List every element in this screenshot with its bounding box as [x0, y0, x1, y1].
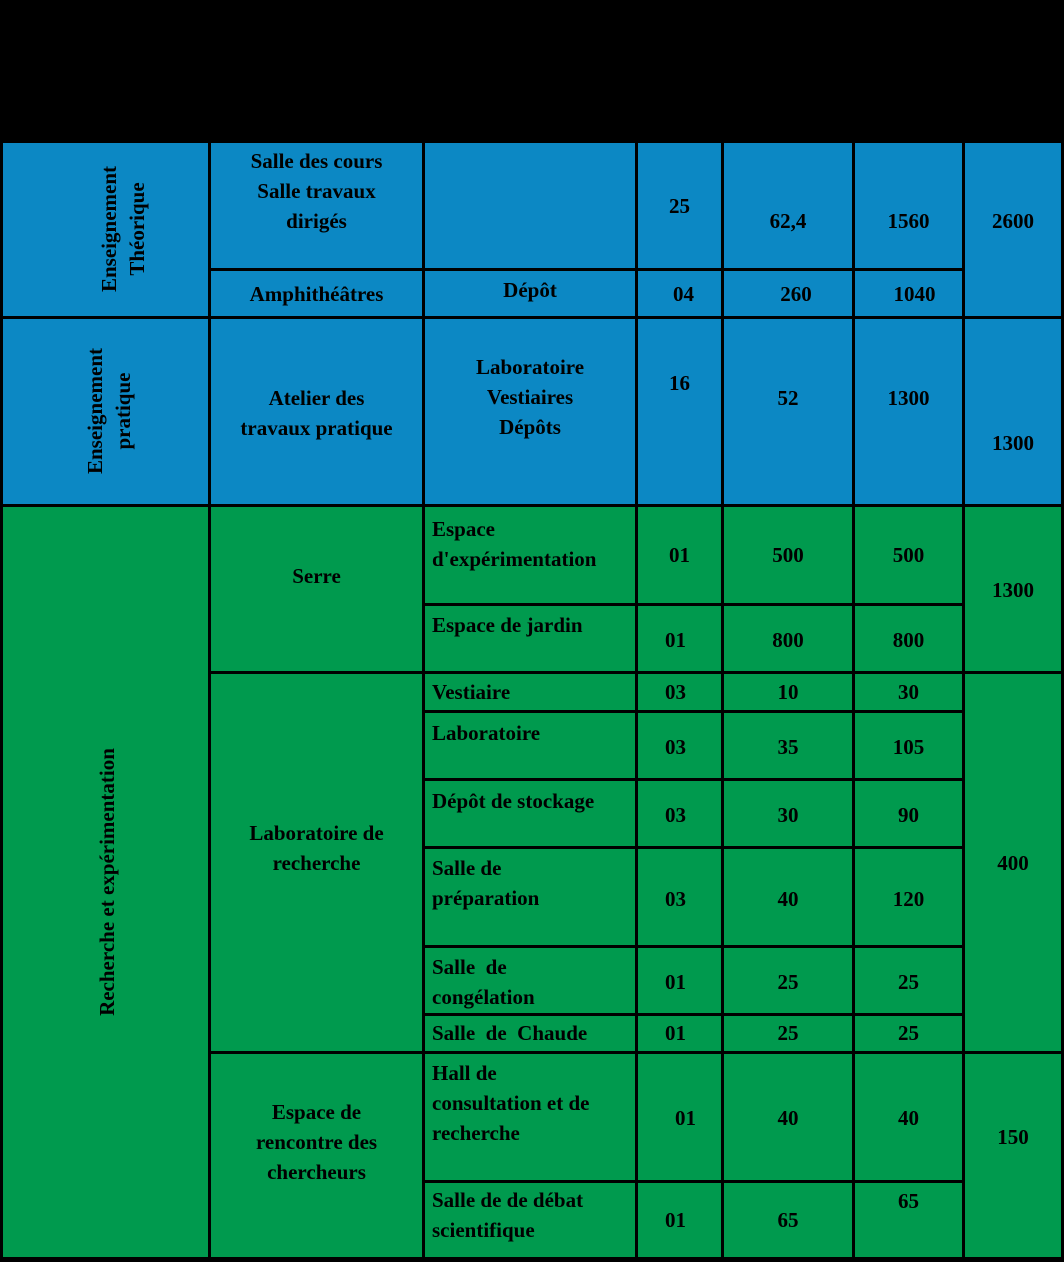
serre-space: Espace de jardin — [432, 613, 583, 637]
rencontre-unit-area: 40 — [777, 1106, 799, 1130]
category-label-pratique: Enseignement pratique — [83, 348, 135, 474]
labo-space-cell — [425, 713, 635, 778]
labo-unit-area: 25 — [777, 1021, 799, 1045]
space-cell-salle-cours — [211, 143, 422, 268]
serre-space-cell — [425, 507, 635, 603]
labo-unit-area-cell — [724, 849, 852, 945]
serre-area: 500 — [892, 543, 925, 567]
labo-area: 25 — [898, 1021, 919, 1045]
area-salle-cours: 1560 — [887, 209, 930, 233]
rencontre-area: 40 — [898, 1106, 919, 1130]
labo-area-cell — [855, 674, 962, 710]
labo-space-cell — [425, 674, 635, 710]
total-cell-rencontre — [965, 1054, 1061, 1257]
unit-area-cell-salle-cours — [724, 143, 852, 268]
labo-area-cell — [855, 713, 962, 778]
serre-unit-area-cell — [724, 606, 852, 671]
labo-area: 25 — [898, 970, 919, 994]
group-label-serre: Serre — [292, 564, 341, 588]
labo-qty: 03 — [665, 735, 686, 759]
group-label-labo: Laboratoire de recherche — [249, 821, 384, 875]
rencontre-unit-area-cell — [724, 1183, 852, 1257]
labo-space-cell — [425, 1016, 635, 1051]
qty-cell-pratique — [638, 319, 721, 504]
labo-space: Salle de préparation — [432, 856, 540, 910]
serre-space-cell — [425, 606, 635, 671]
labo-space: Salle de Chaude — [432, 1021, 588, 1045]
rencontre-area-cell — [855, 1054, 962, 1180]
labo-space: Salle de congélation — [432, 955, 535, 1009]
group-cell-labo — [211, 674, 422, 1051]
qty-cell-salle-cours — [638, 143, 721, 268]
labo-unit-area-cell — [724, 674, 852, 710]
space-label-salle-cours: Salle des cours Salle travaux dirigés — [250, 149, 383, 233]
labo-area-cell — [855, 1016, 962, 1051]
space-label-atelier: Atelier des travaux pratique — [240, 386, 393, 440]
rencontre-qty-cell — [638, 1054, 721, 1180]
serre-unit-area: 500 — [772, 543, 804, 567]
annex-cell-pratique — [425, 319, 635, 504]
labo-area: 30 — [898, 680, 919, 704]
total-pratique: 1300 — [992, 431, 1034, 455]
labo-unit-area: 40 — [777, 887, 799, 911]
rencontre-unit-area-cell — [724, 1054, 852, 1180]
labo-area-cell — [855, 781, 962, 846]
space-cell-atelier — [211, 319, 422, 504]
rencontre-qty: 01 — [675, 1106, 696, 1130]
category-cell-theorique — [3, 143, 208, 316]
unit-area-cell-amphi — [724, 271, 852, 316]
serre-qty: 01 — [665, 628, 686, 652]
group-cell-rencontre — [211, 1054, 422, 1257]
rencontre-area-cell — [855, 1183, 962, 1257]
serre-area-cell — [855, 507, 962, 603]
labo-qty: 03 — [665, 887, 686, 911]
labo-unit-area-cell — [724, 781, 852, 846]
area-cell-salle-cours — [855, 143, 962, 268]
qty-cell-amphi — [638, 271, 721, 316]
annex-cell-depot — [425, 271, 635, 316]
labo-space: Laboratoire — [432, 721, 541, 745]
group-cell-serre — [211, 507, 422, 671]
total-cell-labo — [965, 674, 1061, 1051]
serre-qty: 01 — [669, 543, 690, 567]
labo-space: Vestiaire — [432, 680, 511, 704]
serre-unit-area: 800 — [772, 628, 804, 652]
total-theorique: 2600 — [992, 209, 1034, 233]
annex-label-pratique: Laboratoire Vestiaires Dépôts — [475, 355, 585, 439]
serre-space: Espace d'expérimentation — [432, 517, 597, 571]
annex-label-depot: Dépôt — [503, 278, 557, 302]
area-cell-pratique — [855, 319, 962, 504]
labo-space-cell — [425, 849, 635, 945]
serre-qty-cell — [638, 606, 721, 671]
space-label-amphi: Amphithéâtres — [249, 282, 384, 306]
labo-qty-cell — [638, 713, 721, 778]
labo-qty-cell — [638, 674, 721, 710]
unit-area-cell-pratique — [724, 319, 852, 504]
serre-area: 800 — [892, 628, 925, 652]
total-labo: 400 — [997, 851, 1029, 875]
category-cell-recherche — [3, 507, 208, 1257]
labo-unit-area: 30 — [777, 803, 799, 827]
labo-qty: 03 — [665, 803, 686, 827]
labo-space-cell — [425, 948, 635, 1013]
rencontre-qty: 01 — [665, 1208, 686, 1232]
labo-unit-area: 25 — [777, 970, 799, 994]
annex-cell-empty — [425, 143, 635, 268]
labo-area-cell — [855, 948, 962, 1013]
unit-area-amphi: 260 — [780, 282, 812, 306]
qty-pratique: 16 — [669, 371, 690, 395]
rencontre-space: Hall de consultation et de recherche — [432, 1061, 590, 1145]
area-amphi: 1040 — [893, 282, 936, 306]
labo-unit-area-cell — [724, 948, 852, 1013]
total-rencontre: 150 — [997, 1125, 1029, 1149]
category-label-theorique: Enseignement Théorique — [97, 166, 149, 292]
labo-unit-area-cell — [724, 713, 852, 778]
category-label-recherche: Recherche et expérimentation — [95, 748, 119, 1016]
serre-area-cell — [855, 606, 962, 671]
labo-unit-area: 35 — [777, 735, 799, 759]
rencontre-space-cell — [425, 1183, 635, 1257]
labo-unit-area-cell — [724, 1016, 852, 1051]
total-cell-pratique — [965, 319, 1061, 504]
area-pratique: 1300 — [887, 386, 930, 410]
total-cell-theorique — [965, 143, 1061, 316]
labo-space-cell — [425, 781, 635, 846]
labo-qty: 01 — [665, 1021, 686, 1045]
labo-qty-cell — [638, 1016, 721, 1051]
category-cell-pratique — [3, 319, 208, 504]
total-serre: 1300 — [992, 578, 1034, 602]
serre-unit-area-cell — [724, 507, 852, 603]
rencontre-qty-cell — [638, 1183, 721, 1257]
unit-area-pratique: 52 — [777, 386, 799, 410]
total-cell-serre — [965, 507, 1061, 671]
labo-qty: 03 — [665, 680, 686, 704]
rencontre-space-cell — [425, 1054, 635, 1180]
area-cell-amphi — [855, 271, 962, 316]
qty-amphi: 04 — [673, 282, 694, 306]
rencontre-space: Salle de de débat scientifique — [432, 1188, 584, 1242]
labo-qty-cell — [638, 948, 721, 1013]
labo-qty-cell — [638, 849, 721, 945]
labo-unit-area: 10 — [777, 680, 799, 704]
labo-area-cell — [855, 849, 962, 945]
space-cell-amphi — [211, 271, 422, 316]
rencontre-area: 65 — [898, 1189, 919, 1213]
labo-area: 105 — [892, 735, 925, 759]
group-label-rencontre: Espace de rencontre des chercheurs — [255, 1100, 378, 1184]
labo-qty: 01 — [665, 970, 686, 994]
qty-salle-cours: 25 — [669, 194, 690, 218]
labo-space: Dépôt de stockage — [432, 789, 595, 813]
unit-area-salle-cours: 62,4 — [769, 209, 807, 233]
header-band — [0, 0, 1064, 142]
labo-area: 90 — [898, 803, 919, 827]
labo-area: 120 — [892, 887, 925, 911]
labo-qty-cell — [638, 781, 721, 846]
rencontre-unit-area: 65 — [777, 1208, 799, 1232]
serre-qty-cell — [638, 507, 721, 603]
